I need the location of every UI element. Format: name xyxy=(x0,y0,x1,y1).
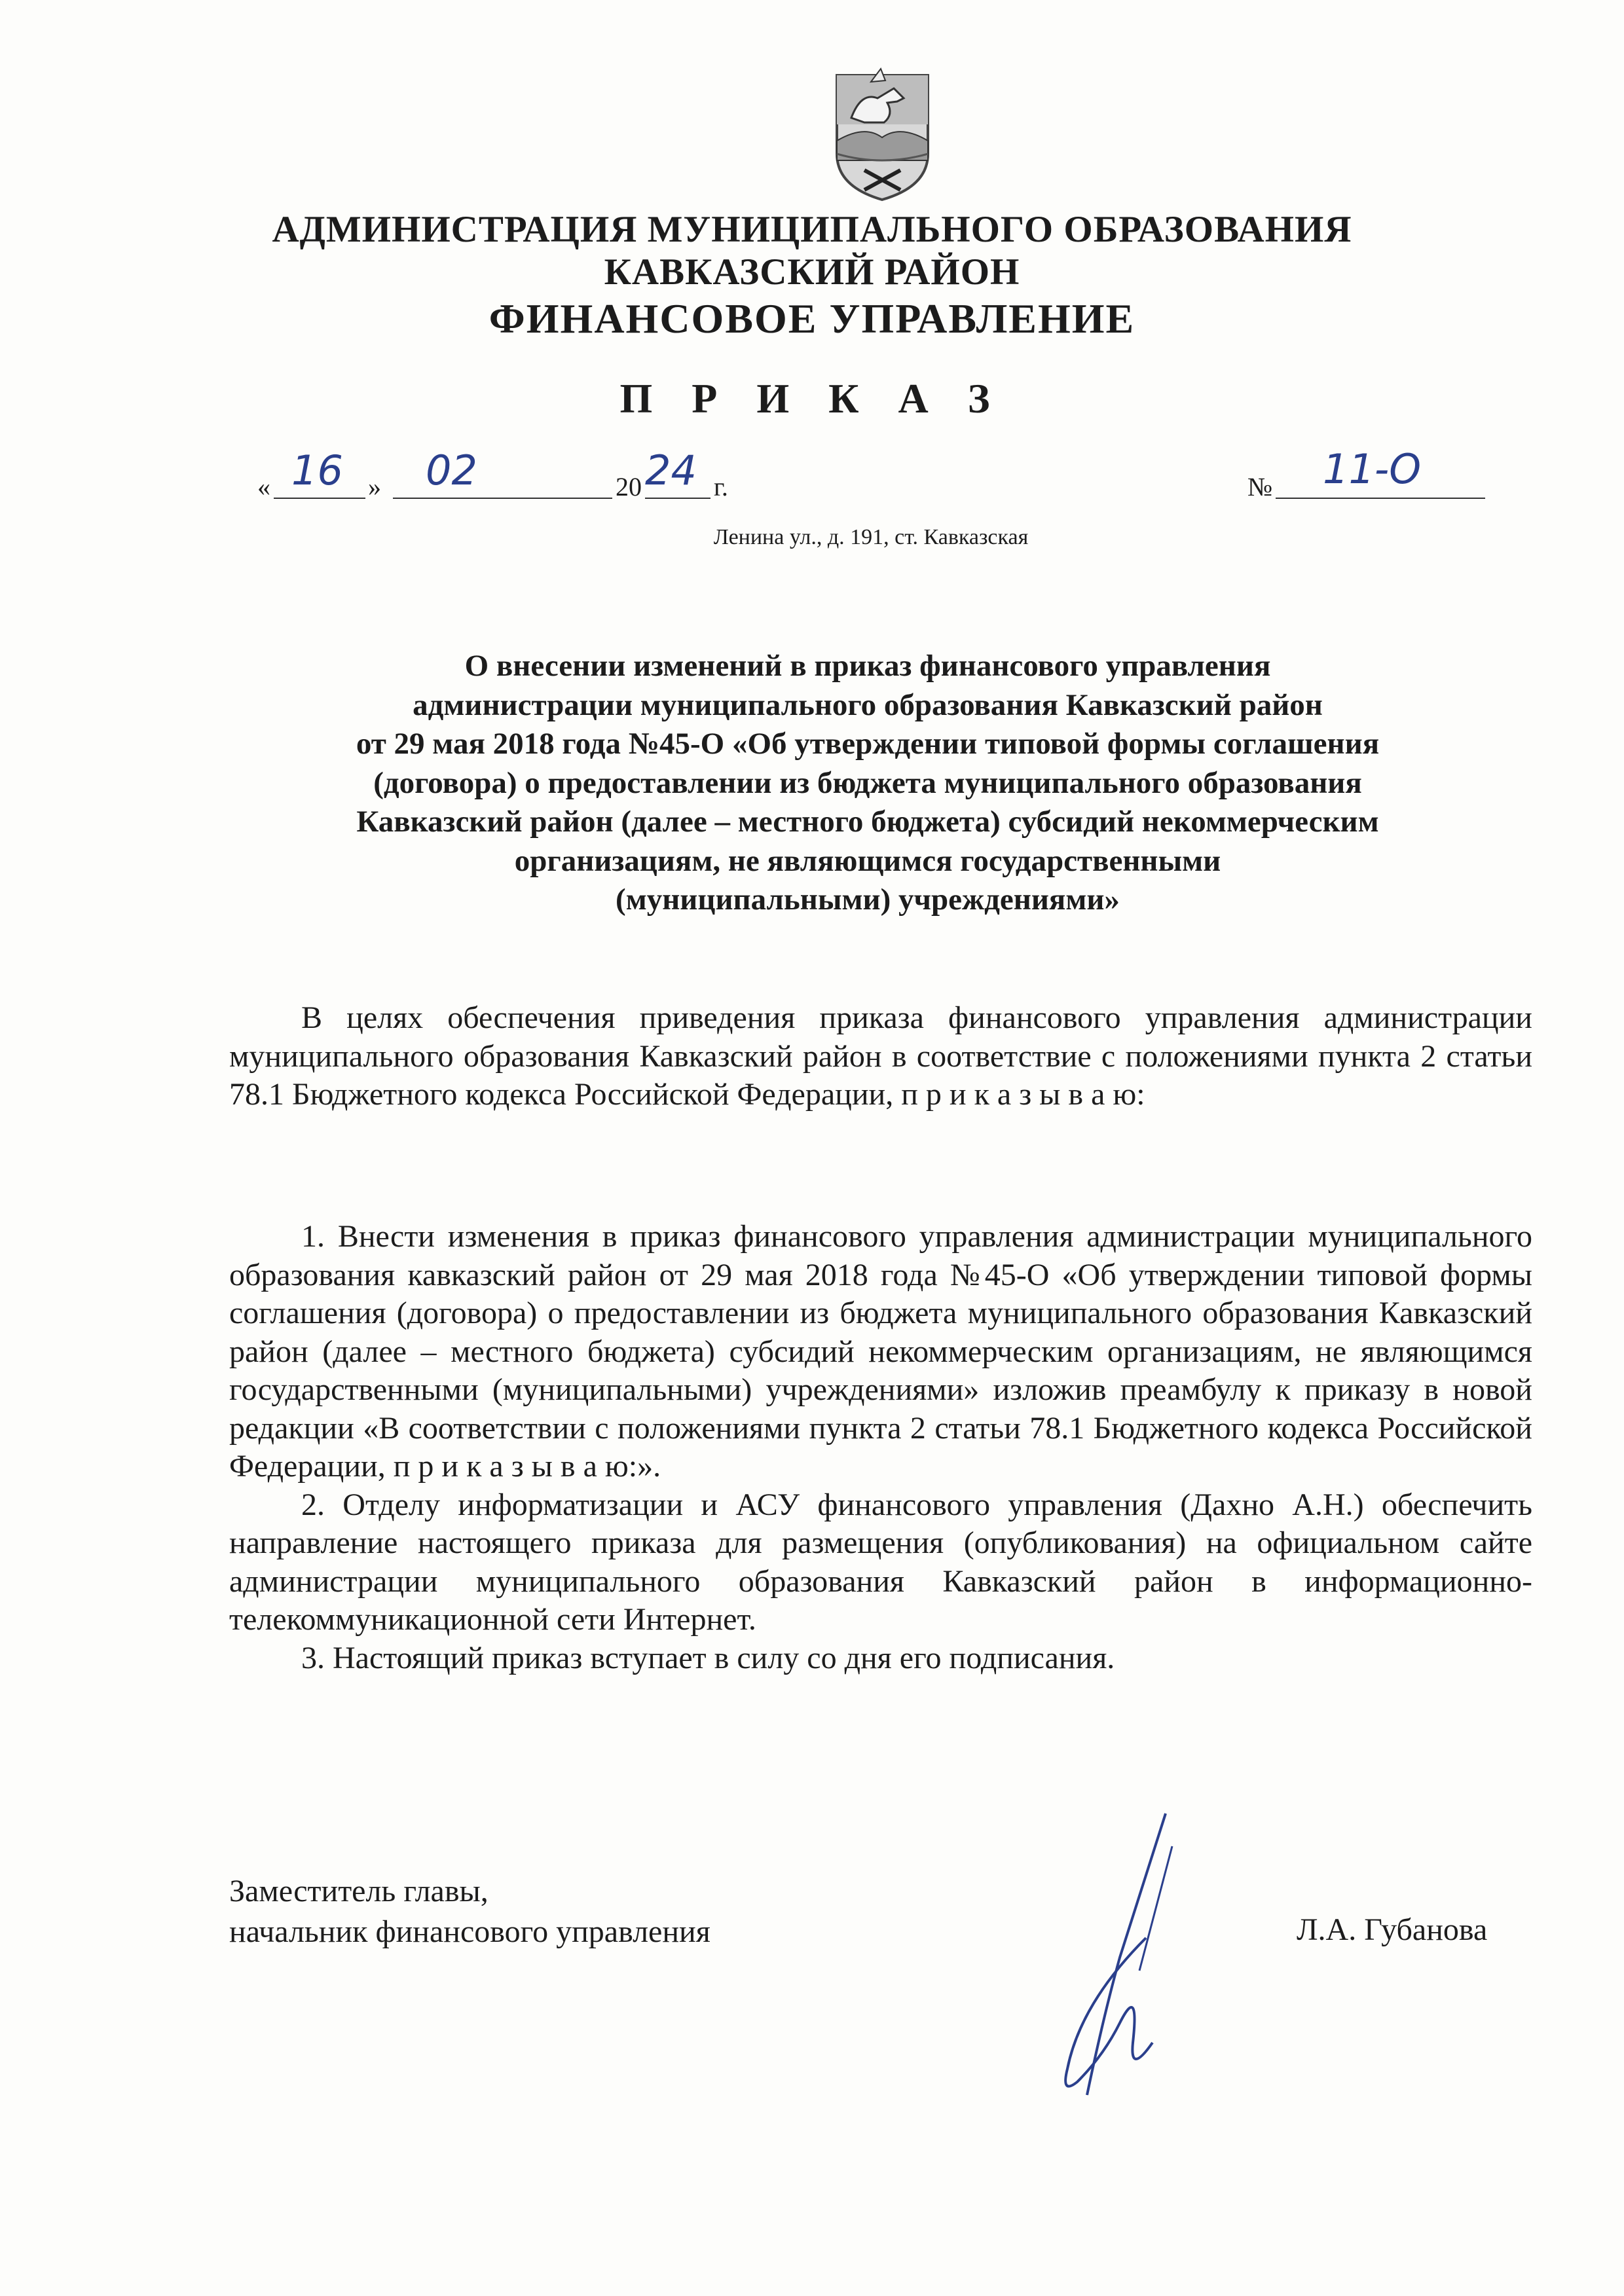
preamble-paragraph xyxy=(229,999,1532,1114)
date-year-prefix: 20 xyxy=(616,472,642,501)
date-month-handwritten: 02 xyxy=(426,446,477,494)
title-line: О внесении изменений в приказ финансового управления xyxy=(464,649,1271,683)
date-year-handwritten: 24 xyxy=(645,446,697,494)
date-day-underline xyxy=(274,498,365,499)
signatory-position-line-1: Заместитель главы, xyxy=(229,1874,489,1908)
title-line: (договора) о предоставлении из бюджета муниципального образования xyxy=(373,765,1362,800)
order-items xyxy=(229,1218,1532,1677)
date-month-underline xyxy=(393,498,612,499)
header-line-administration: АДМИНИСТРАЦИЯ МУНИЦИПАЛЬНОГО ОБРАЗОВАНИЯ xyxy=(272,209,1352,250)
date-year-mark: г. xyxy=(714,472,728,501)
date-year-underline xyxy=(645,498,710,499)
title-line: от 29 мая 2018 года №45-О «Об утверждении типовой формы соглашения xyxy=(356,727,1380,761)
date-open-quote: « xyxy=(257,472,270,501)
coat-of-arms-icon xyxy=(832,62,933,203)
order-number-label: № xyxy=(1247,472,1273,501)
order-number-underline xyxy=(1276,498,1485,499)
order-number-handwritten: 11-О xyxy=(1323,445,1422,493)
title-line: администрации муниципального образования Кавказский район xyxy=(413,687,1323,722)
title-line: (муниципальными) учреждениями» xyxy=(616,883,1120,917)
date-day-handwritten: 16 xyxy=(291,446,343,494)
address-line: Ленина ул., д. 191, ст. Кавказская xyxy=(713,525,1029,549)
signatory-position xyxy=(229,1871,710,1952)
signatory-position-line-2: начальник финансового управления xyxy=(229,1914,710,1949)
order-item-3: 3. Настоящий приказ вступает в силу со дня его подписания. xyxy=(301,1640,1115,1675)
order-item-2: 2. Отделу информатизации и АСУ финансового управления (Дахно А.Н.) обеспечить направление настоящего приказа для размещения (опубликования) на официальном сайте администрации муниципального образования Кавказский район в информационно-телекоммуникационной сети Интернет. xyxy=(229,1487,1532,1637)
title-line: Кавказский район (далее – местного бюджета) субсидий некоммерческим xyxy=(356,805,1379,839)
title-line: организациям, не являющимся государственными xyxy=(514,843,1221,878)
handwritten-signature-icon xyxy=(1041,1807,1211,2115)
preamble-text: В целях обеспечения приведения приказа финансового управления администрации муниципального образования Кавказский район в соответствие с положениями пункта 2 статьи 78.1 Бюджетного кодекса Российской Федерации, п р и к а з ы в а ю: xyxy=(229,1000,1532,1112)
header-line-finance-department: ФИНАНСОВОЕ УПРАВЛЕНИЕ xyxy=(489,295,1135,342)
order-title xyxy=(216,647,1519,920)
header-line-district: КАВКАЗСКИЙ РАЙОН xyxy=(604,251,1020,293)
order-item-1: 1. Внести изменения в приказ финансового управления администрации муниципального образования кавказский район от 29 мая 2018 года №45-О «Об утверждении типовой формы соглашения (договора) о предоставлении из бюджета муниципального образования Кавказский район (далее – местного бюджета) субсидий некоммерческим организациям, не являющимся государственными (муниципальными) учреждениями» изложив преамбулу к приказу в новой редакции «В соответствии с положениями пункта 2 статьи 78.1 Бюджетного кодекса Российской Федерации, п р и к а з ы в а ю:». xyxy=(229,1219,1532,1484)
date-close-quote: » xyxy=(368,472,381,501)
document-type-heading: П Р И К А З xyxy=(619,375,1005,422)
signatory-name: Л.А. Губанова xyxy=(1297,1912,1488,1947)
